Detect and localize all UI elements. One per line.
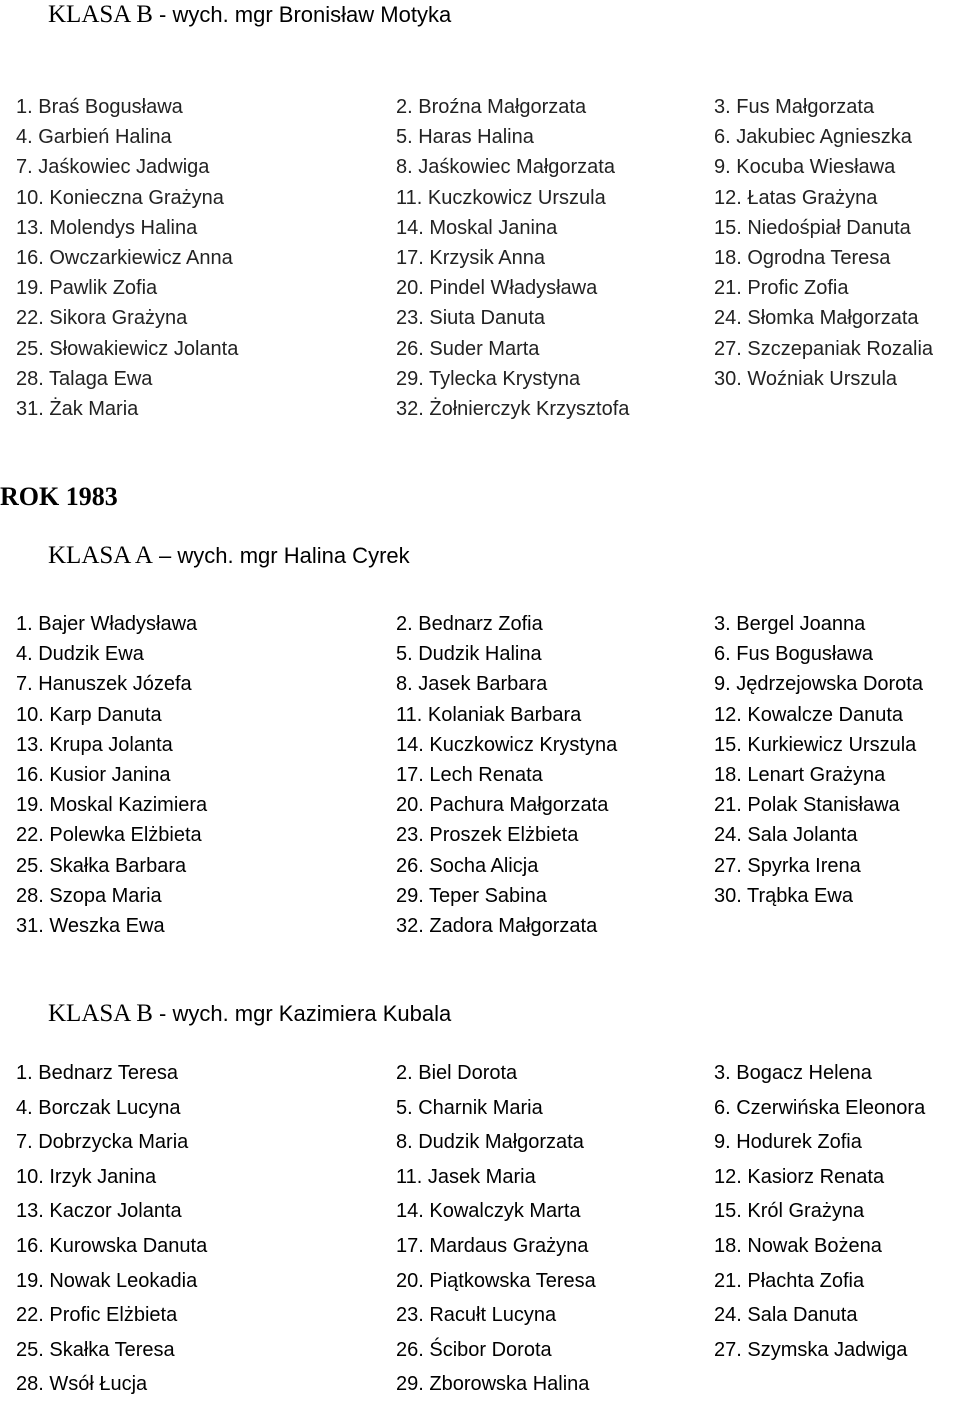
student-entry: 4. Dudzik Ewa — [16, 643, 144, 666]
student-entry: 7. Hanuszek Józefa — [16, 673, 192, 696]
teacher-label: – wych. mgr Halina Cyrek — [152, 543, 410, 568]
student-entry: 30. Trąbka Ewa — [714, 884, 853, 907]
student-entry: 6. Jakubiec Agnieszka — [714, 126, 912, 149]
student-entry: 8. Jaśkowiec Małgorzata — [396, 156, 615, 179]
teacher-label: - wych. mgr Kazimiera Kubala — [152, 1001, 452, 1026]
student-entry: 31. Żak Maria — [16, 397, 139, 420]
student-entry: 13. Krupa Jolanta — [16, 733, 173, 756]
student-column-3 — [714, 609, 923, 911]
student-entry: 3. Bergel Joanna — [714, 613, 866, 635]
class-label: KLASA B — [48, 1000, 153, 1027]
student-column-3 — [714, 92, 933, 394]
student-entry: 29. Zborowska Halina — [396, 1373, 590, 1396]
student-entry: 29. Teper Sabina — [396, 884, 547, 907]
student-entry: 27. Szymska Jadwiga — [714, 1338, 908, 1361]
student-column-1 — [16, 609, 207, 941]
student-entry: 9. Kocuba Wiesława — [714, 156, 896, 179]
student-entry: 19. Pawlik Zofia — [16, 277, 158, 300]
student-entry: 2. Bednarz Zofia — [396, 613, 543, 635]
student-entry: 1. Braś Bogusława — [16, 96, 183, 118]
student-entry: 5. Dudzik Halina — [396, 643, 542, 666]
student-entry: 28. Talaga Ewa — [16, 367, 153, 390]
student-entry: 19. Moskal Kazimiera — [16, 794, 208, 817]
student-entry: 25. Słowakiewicz Jolanta — [16, 337, 239, 360]
student-entry: 26. Suder Marta — [396, 337, 540, 360]
student-column-1 — [16, 92, 238, 424]
student-entry: 25. Skałka Teresa — [16, 1338, 175, 1361]
student-entry: 12. Kasiorz Renata — [714, 1165, 885, 1188]
student-entry: 22. Profic Elżbieta — [16, 1304, 178, 1327]
teacher-label: - wych. mgr Bronisław Motyka — [152, 2, 452, 27]
student-entry: 18. Ogrodna Teresa — [714, 246, 891, 269]
student-entry: 6. Fus Bogusława — [714, 643, 873, 666]
section-heading-klasa-b-kubala — [48, 999, 451, 1029]
student-entry: 14. Kuczkowicz Krystyna — [396, 733, 618, 756]
student-entry: 2. Biel Dorota — [396, 1062, 518, 1084]
student-entry: 16. Kurowska Danuta — [16, 1234, 208, 1257]
student-entry: 5. Haras Halina — [396, 126, 534, 149]
student-entry: 22. Sikora Grażyna — [16, 307, 188, 330]
student-entry: 17. Krzysik Anna — [396, 246, 545, 269]
student-entry: 10. Karp Danuta — [16, 703, 162, 726]
student-entry: 27. Szczepaniak Rozalia — [714, 337, 934, 360]
student-entry: 21. Polak Stanisława — [714, 794, 900, 817]
student-entry: 28. Szopa Maria — [16, 884, 162, 907]
student-entry: 16. Owczarkiewicz Anna — [16, 246, 233, 269]
student-entry: 20. Pindel Władysława — [396, 277, 598, 300]
student-entry: 23. Racułt Lucyna — [396, 1304, 557, 1327]
student-entry: 11. Kuczkowicz Urszula — [396, 186, 606, 209]
student-entry: 24. Sala Jolanta — [714, 824, 858, 847]
student-entry: 14. Kowalczyk Marta — [396, 1200, 581, 1223]
student-column-2 — [396, 92, 629, 424]
student-entry: 28. Wsół Łucja — [16, 1373, 148, 1396]
student-entry: 17. Lech Renata — [396, 763, 543, 786]
student-entry: 15. Niedośpiał Danuta — [714, 216, 911, 239]
student-entry: 11. Jasek Maria — [396, 1165, 536, 1188]
student-entry: 13. Kaczor Jolanta — [16, 1200, 182, 1223]
student-entry: 31. Weszka Ewa — [16, 914, 165, 937]
year-heading: ROK 1983 — [0, 482, 118, 511]
student-column-2 — [396, 609, 617, 941]
student-entry: 4. Borczak Lucyna — [16, 1096, 181, 1119]
student-entry: 2. Broźna Małgorzata — [396, 96, 587, 118]
student-entry: 11. Kolaniak Barbara — [396, 703, 582, 726]
student-column-3 — [714, 1056, 925, 1367]
student-entry: 20. Piątkowska Teresa — [396, 1269, 596, 1292]
student-entry: 7. Jaśkowiec Jadwiga — [16, 156, 210, 179]
student-entry: 1. Bajer Władysława — [16, 613, 198, 635]
student-entry: 32. Żołnierczyk Krzysztofa — [396, 397, 630, 420]
student-entry: 23. Proszek Elżbieta — [396, 824, 579, 847]
student-entry: 15. Kurkiewicz Urszula — [714, 733, 917, 756]
student-entry: 12. Łatas Grażyna — [714, 186, 878, 209]
student-entry: 3. Bogacz Helena — [714, 1062, 872, 1084]
student-entry: 6. Czerwińska Eleonora — [714, 1096, 926, 1119]
student-entry: 4. Garbień Halina — [16, 126, 172, 149]
student-entry: 25. Skałka Barbara — [16, 854, 187, 877]
student-entry: 8. Dudzik Małgorzata — [396, 1131, 584, 1154]
student-entry: 27. Spyrka Irena — [714, 854, 861, 877]
section-heading-klasa-a-cyrek — [48, 541, 410, 571]
student-entry: 26. Ścibor Dorota — [396, 1338, 552, 1361]
student-entry: 23. Siuta Danuta — [396, 307, 545, 330]
student-column-1 — [16, 1056, 207, 1402]
student-column-2 — [396, 1056, 596, 1402]
student-entry: 22. Polewka Elżbieta — [16, 824, 202, 847]
student-entry: 18. Nowak Bożena — [714, 1234, 882, 1257]
student-entry: 1. Bednarz Teresa — [16, 1062, 178, 1084]
student-entry: 24. Sala Danuta — [714, 1304, 858, 1327]
student-entry: 10. Irzyk Janina — [16, 1165, 157, 1188]
student-entry: 20. Pachura Małgorzata — [396, 794, 609, 817]
student-entry: 21. Profic Zofia — [714, 277, 849, 300]
student-entry: 19. Nowak Leokadia — [16, 1269, 198, 1292]
student-entry: 30. Woźniak Urszula — [714, 367, 898, 390]
section-heading-klasa-b-motyka — [48, 0, 451, 30]
student-entry: 3. Fus Małgorzata — [714, 96, 875, 118]
student-entry: 5. Charnik Maria — [396, 1096, 543, 1119]
student-entry: 21. Płachta Zofia — [714, 1269, 865, 1292]
student-entry: 10. Konieczna Grażyna — [16, 186, 224, 209]
student-entry: 24. Słomka Małgorzata — [714, 307, 919, 330]
student-entry: 13. Molendys Halina — [16, 216, 198, 239]
student-entry: 8. Jasek Barbara — [396, 673, 548, 696]
student-entry: 32. Zadora Małgorzata — [396, 914, 598, 937]
student-entry: 7. Dobrzycka Maria — [16, 1131, 189, 1154]
student-entry: 9. Jędrzejowska Dorota — [714, 673, 923, 696]
class-label: KLASA A — [48, 542, 153, 569]
student-entry: 17. Mardaus Grażyna — [396, 1234, 589, 1257]
student-entry: 14. Moskal Janina — [396, 216, 558, 239]
student-entry: 12. Kowalcze Danuta — [714, 703, 904, 726]
student-entry: 26. Socha Alicja — [396, 854, 539, 877]
student-entry: 9. Hodurek Zofia — [714, 1131, 862, 1154]
student-entry: 16. Kusior Janina — [16, 763, 171, 786]
student-entry: 18. Lenart Grażyna — [714, 763, 886, 786]
student-entry: 29. Tylecka Krystyna — [396, 367, 581, 390]
class-label: KLASA B — [48, 1, 153, 28]
student-entry: 15. Król Grażyna — [714, 1200, 865, 1223]
